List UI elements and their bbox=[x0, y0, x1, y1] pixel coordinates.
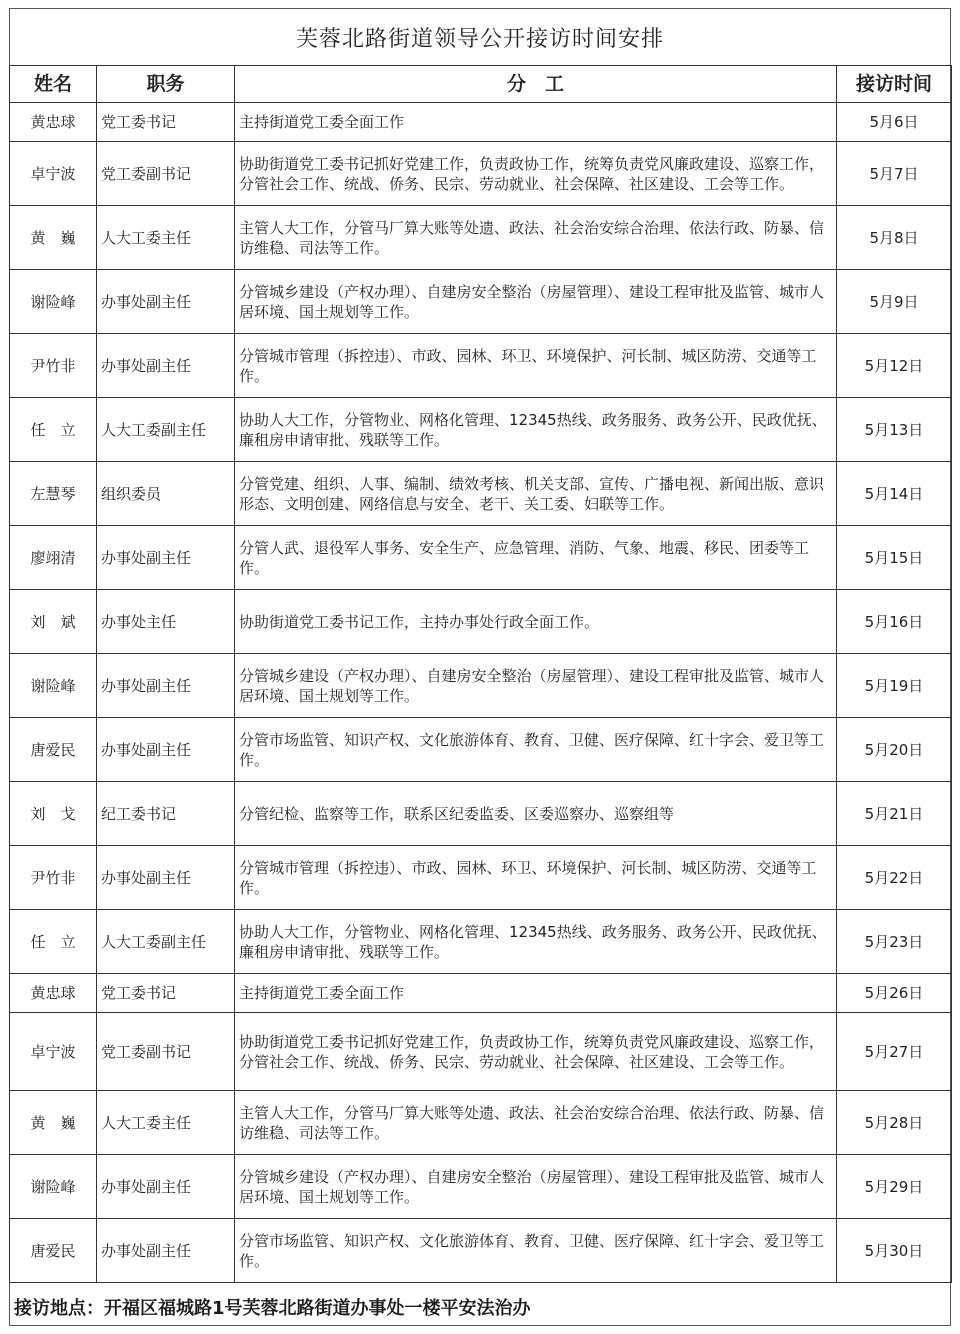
duty-cell: 分管城市管理（拆控违）、市政、园林、环卫、环境保护、河长制、城区防涝、交通等工作。 bbox=[235, 846, 837, 910]
name-cell: 任 立 bbox=[10, 910, 97, 974]
duty-cell: 主管人大工作，分管马厂算大账等处遗、政法、社会治安综合治理、依法行政、防暴、信访维稳、司法等工作。 bbox=[235, 206, 837, 270]
table-row bbox=[10, 142, 952, 206]
role-cell: 组织委员 bbox=[97, 462, 235, 526]
name-cell: 黄忠球 bbox=[10, 974, 97, 1013]
table-row bbox=[10, 334, 952, 398]
duty-cell: 协助街道党工委书记抓好党建工作，负责政协工作，统筹负责党风廉政建设、巡察工作，分管社会工作、统战、侨务、民宗、劳动就业、社会保障、社区建设、工会等工作。 bbox=[235, 1013, 837, 1091]
header-name: 姓名 bbox=[10, 66, 97, 103]
date-cell: 5月8日 bbox=[837, 206, 952, 270]
table-row bbox=[10, 1091, 952, 1155]
duty-cell: 分管市场监管、知识产权、文化旅游体育、教育、卫健、医疗保障、红十字会、爱卫等工作。 bbox=[235, 718, 837, 782]
date-cell: 5月27日 bbox=[837, 1013, 952, 1091]
duty-cell: 主持街道党工委全面工作 bbox=[235, 974, 837, 1013]
name-cell: 黄忠球 bbox=[10, 103, 97, 142]
date-cell: 5月28日 bbox=[837, 1091, 952, 1155]
name-cell: 尹竹非 bbox=[10, 846, 97, 910]
role-cell: 人大工委副主任 bbox=[97, 398, 235, 462]
date-cell: 5月6日 bbox=[837, 103, 952, 142]
duty-cell: 分管城乡建设（产权办理）、自建房安全整治（房屋管理）、建设工程审批及监管、城市人居环境、国土规划等工作。 bbox=[235, 1155, 837, 1219]
header-date: 接访时间 bbox=[837, 66, 952, 103]
date-cell: 5月15日 bbox=[837, 526, 952, 590]
name-cell: 唐爱民 bbox=[10, 718, 97, 782]
role-cell: 人大工委主任 bbox=[97, 1091, 235, 1155]
date-cell: 5月12日 bbox=[837, 334, 952, 398]
name-cell: 谢险峰 bbox=[10, 270, 97, 334]
name-cell: 唐爱民 bbox=[10, 1219, 97, 1283]
role-cell: 办事处主任 bbox=[97, 590, 235, 654]
role-cell: 纪工委书记 bbox=[97, 782, 235, 846]
visit-location: 接访地点：开福区福城路1号芙蓉北路街道办事处一楼平安法治办 bbox=[14, 1298, 531, 1319]
role-cell: 党工委副书记 bbox=[97, 1013, 235, 1091]
duty-cell: 协助街道党工委书记抓好党建工作，负责政协工作，统筹负责党风廉政建设、巡察工作，分管社会工作、统战、侨务、民宗、劳动就业、社会保障、社区建设、工会等工作。 bbox=[235, 142, 837, 206]
role-cell: 办事处副主任 bbox=[97, 334, 235, 398]
date-cell: 5月7日 bbox=[837, 142, 952, 206]
role-cell: 办事处副主任 bbox=[97, 846, 235, 910]
name-cell: 刘 戈 bbox=[10, 782, 97, 846]
table-row bbox=[10, 1013, 952, 1091]
role-cell: 办事处副主任 bbox=[97, 526, 235, 590]
duty-cell: 分管市场监管、知识产权、文化旅游体育、教育、卫健、医疗保障、红十字会、爱卫等工作。 bbox=[235, 1219, 837, 1283]
role-cell: 党工委副书记 bbox=[97, 142, 235, 206]
name-cell: 黄 巍 bbox=[10, 1091, 97, 1155]
schedule-table bbox=[9, 65, 952, 1283]
date-cell: 5月21日 bbox=[837, 782, 952, 846]
role-cell: 办事处副主任 bbox=[97, 718, 235, 782]
role-cell: 办事处副主任 bbox=[97, 1155, 235, 1219]
role-cell: 党工委书记 bbox=[97, 103, 235, 142]
table-row bbox=[10, 590, 952, 654]
table-row bbox=[10, 910, 952, 974]
role-cell: 人大工委副主任 bbox=[97, 910, 235, 974]
duty-cell: 分管城乡建设（产权办理）、自建房安全整治（房屋管理）、建设工程审批及监管、城市人居环境、国土规划等工作。 bbox=[235, 270, 837, 334]
table-row bbox=[10, 103, 952, 142]
date-cell: 5月19日 bbox=[837, 654, 952, 718]
table-row bbox=[10, 654, 952, 718]
table-header-row bbox=[10, 66, 952, 103]
role-cell: 人大工委主任 bbox=[97, 206, 235, 270]
date-cell: 5月16日 bbox=[837, 590, 952, 654]
date-cell: 5月26日 bbox=[837, 974, 952, 1013]
duty-cell: 协助街道党工委书记工作，主持办事处行政全面工作。 bbox=[235, 590, 837, 654]
table-row bbox=[10, 206, 952, 270]
name-cell: 尹竹非 bbox=[10, 334, 97, 398]
name-cell: 谢险峰 bbox=[10, 654, 97, 718]
date-cell: 5月13日 bbox=[837, 398, 952, 462]
table-row bbox=[10, 846, 952, 910]
name-cell: 任 立 bbox=[10, 398, 97, 462]
duty-cell: 分管城乡建设（产权办理）、自建房安全整治（房屋管理）、建设工程审批及监管、城市人居环境、国土规划等工作。 bbox=[235, 654, 837, 718]
duty-cell: 主持街道党工委全面工作 bbox=[235, 103, 837, 142]
duty-cell: 协助人大工作，分管物业、网格化管理、12345热线、政务服务、政务公开、民政优抚、廉租房申请审批、残联等工作。 bbox=[235, 910, 837, 974]
duty-cell: 分管人武、退役军人事务、安全生产、应急管理、消防、气象、地震、移民、团委等工作。 bbox=[235, 526, 837, 590]
date-cell: 5月23日 bbox=[837, 910, 952, 974]
date-cell: 5月14日 bbox=[837, 462, 952, 526]
name-cell: 左慧琴 bbox=[10, 462, 97, 526]
table-row bbox=[10, 1155, 952, 1219]
duty-cell: 主管人大工作，分管马厂算大账等处遗、政法、社会治安综合治理、依法行政、防暴、信访维稳、司法等工作。 bbox=[235, 1091, 837, 1155]
table-row bbox=[10, 718, 952, 782]
table-row bbox=[10, 782, 952, 846]
date-cell: 5月20日 bbox=[837, 718, 952, 782]
schedule-sheet bbox=[9, 8, 951, 1326]
header-duty: 分 工 bbox=[235, 66, 837, 103]
page-title: 芙蓉北路街道领导公开接访时间安排 bbox=[295, 26, 664, 52]
duty-cell: 协助人大工作，分管物业、网格化管理、12345热线、政务服务、政务公开、民政优抚、廉租房申请审批、残联等工作。 bbox=[235, 398, 837, 462]
table-row bbox=[10, 462, 952, 526]
date-cell: 5月30日 bbox=[837, 1219, 952, 1283]
duty-cell: 分管城市管理（拆控违）、市政、园林、环卫、环境保护、河长制、城区防涝、交通等工作。 bbox=[235, 334, 837, 398]
duty-cell: 分管党建、组织、人事、编制、绩效考核、机关支部、宣传、广播电视、新闻出版、意识形态、文明创建、网络信息与安全、老干、关工委、妇联等工作。 bbox=[235, 462, 837, 526]
name-cell: 黄 巍 bbox=[10, 206, 97, 270]
table-row bbox=[10, 398, 952, 462]
name-cell: 廖翊清 bbox=[10, 526, 97, 590]
header-role: 职务 bbox=[97, 66, 235, 103]
role-cell: 党工委书记 bbox=[97, 974, 235, 1013]
date-cell: 5月22日 bbox=[837, 846, 952, 910]
table-row bbox=[10, 526, 952, 590]
name-cell: 刘 斌 bbox=[10, 590, 97, 654]
table-row bbox=[10, 270, 952, 334]
name-cell: 卓宁波 bbox=[10, 142, 97, 206]
duty-cell: 分管纪检、监察等工作，联系区纪委监委、区委巡察办、巡察组等 bbox=[235, 782, 837, 846]
role-cell: 办事处副主任 bbox=[97, 654, 235, 718]
role-cell: 办事处副主任 bbox=[97, 270, 235, 334]
name-cell: 卓宁波 bbox=[10, 1013, 97, 1091]
table-row bbox=[10, 974, 952, 1013]
date-cell: 5月29日 bbox=[837, 1155, 952, 1219]
table-row bbox=[10, 1219, 952, 1283]
date-cell: 5月9日 bbox=[837, 270, 952, 334]
name-cell: 谢险峰 bbox=[10, 1155, 97, 1219]
role-cell: 办事处副主任 bbox=[97, 1219, 235, 1283]
